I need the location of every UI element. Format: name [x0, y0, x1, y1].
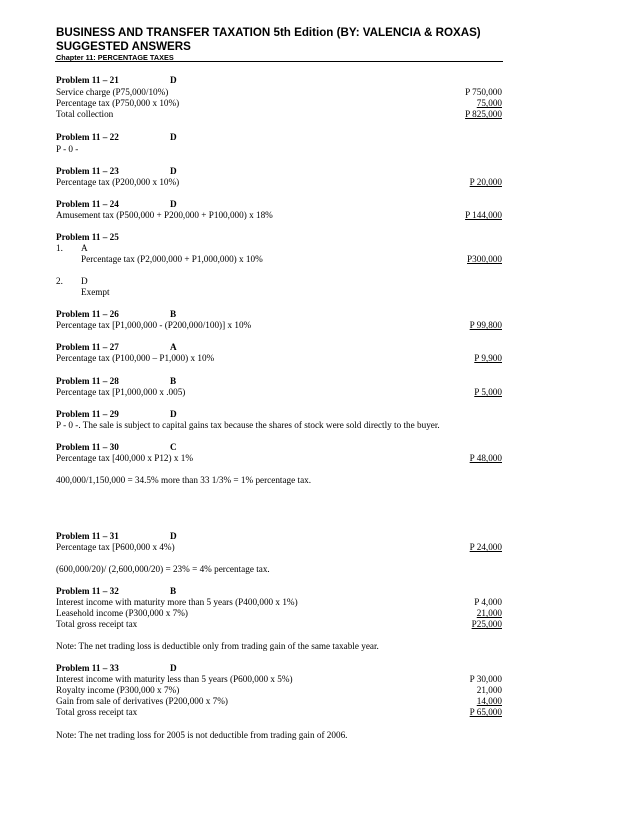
- problem-answer: D: [170, 531, 177, 541]
- problem-label: Problem 11 – 32: [56, 586, 119, 596]
- item-number: 1.: [56, 243, 63, 253]
- solution-line: Leasehold income (P300,000 x 7%): [56, 608, 188, 618]
- solution-line: Percentage tax [400,000 x P12) x 1%: [56, 453, 194, 463]
- problem-label: Problem 11 – 28: [56, 376, 119, 386]
- solution-total: P 65,000: [469, 707, 502, 717]
- chapter-heading: Chapter 11: PERCENTAGE TAXES: [56, 53, 174, 62]
- solution-line: Service charge (P75,000/10%): [56, 87, 169, 97]
- solution-line: P - 0 -: [56, 144, 79, 154]
- solution-line: Gain from sale of derivatives (P200,000 x 7%): [56, 696, 228, 706]
- solution-line: Interest income with maturity less than 5 years (P600,000 x 5%): [56, 674, 293, 684]
- item-number: 2.: [56, 276, 63, 286]
- problem-answer: B: [170, 309, 177, 319]
- solution-line: Percentage tax (P2,000,000 + P1,000,000) x 10%: [81, 254, 263, 264]
- solution-note: (600,000/20)/ (2,600,000/20) = 23% = 4% percentage tax.: [56, 564, 270, 574]
- solution-total: P 99,800: [469, 320, 502, 330]
- solution-note: Note: The net trading loss for 2005 is not deductible from trading gain of 2006.: [56, 730, 348, 740]
- problem-answer: C: [170, 442, 177, 452]
- solution-amount: P 750,000: [465, 87, 502, 97]
- solution-total: P300,000: [467, 254, 502, 264]
- document-title: BUSINESS AND TRANSFER TAXATION 5th Edition (BY: VALENCIA & ROXAS): [56, 26, 481, 39]
- solution-amount: 75,000: [476, 98, 502, 108]
- solution-line: Percentage tax (P200,000 x 10%): [56, 177, 180, 187]
- problem-label: Problem 11 – 26: [56, 309, 119, 319]
- solution-line: Total collection: [56, 109, 114, 119]
- solution-total: P 24,000: [469, 542, 502, 552]
- problem-answer: A: [170, 342, 177, 352]
- problem-answer: B: [170, 376, 177, 386]
- solution-line: Total gross receipt tax: [56, 707, 138, 717]
- solution-total: P 20,000: [469, 177, 502, 187]
- solution-total: P 5,000: [474, 387, 502, 397]
- solution-total: P 144,000: [465, 210, 502, 220]
- solution-amount: P 30,000: [469, 674, 502, 684]
- problem-label: Problem 11 – 29: [56, 409, 119, 419]
- solution-total: P25,000: [471, 619, 502, 629]
- header-rule: [55, 61, 503, 62]
- problem-answer: D: [170, 75, 177, 85]
- problem-answer: D: [170, 166, 177, 176]
- solution-note: 400,000/1,150,000 = 34.5% more than 33 1/3% = 1% percentage tax.: [56, 475, 312, 485]
- solution-total: P 48,000: [469, 453, 502, 463]
- solution-line: Total gross receipt tax: [56, 619, 138, 629]
- solution-line: Percentage tax [P1,000,000 x .005): [56, 387, 186, 397]
- problem-label: Problem 11 – 30: [56, 442, 119, 452]
- solution-line: Amusement tax (P500,000 + P200,000 + P100,000) x 18%: [56, 210, 273, 220]
- problem-answer: D: [81, 276, 88, 286]
- problem-label: Problem 11 – 21: [56, 75, 119, 85]
- problem-answer: B: [170, 586, 177, 596]
- solution-line: P - 0 -. The sale is subject to capital gains tax because the shares of stock were sold directly to the buyer.: [56, 420, 440, 430]
- solution-line: Royalty income (P300,000 x 7%): [56, 685, 180, 695]
- solution-amount: 21,000: [476, 608, 502, 618]
- solution-amount: 14,000: [476, 696, 502, 706]
- problem-label: Problem 11 – 23: [56, 166, 119, 176]
- problem-answer: A: [81, 243, 88, 253]
- solution-amount: 21,000: [476, 685, 502, 695]
- solution-line: Percentage tax (P750,000 x 10%): [56, 98, 180, 108]
- problem-answer: D: [170, 199, 177, 209]
- solution-line: Percentage tax [P1,000,000 - (P200,000/100)] x 10%: [56, 320, 252, 330]
- solution-line: Percentage tax [P600,000 x 4%): [56, 542, 175, 552]
- solution-line: Interest income with maturity more than 5 years (P400,000 x 1%): [56, 597, 298, 607]
- problem-label: Problem 11 – 22: [56, 132, 119, 142]
- problem-label: Problem 11 – 25: [56, 232, 119, 242]
- document-subtitle: SUGGESTED ANSWERS: [56, 40, 191, 53]
- problem-answer: D: [170, 663, 177, 673]
- problem-answer: D: [170, 409, 177, 419]
- solution-total: P 825,000: [465, 109, 502, 119]
- problem-label: Problem 11 – 24: [56, 199, 119, 209]
- solution-line: Exempt: [81, 287, 110, 297]
- problem-label: Problem 11 – 27: [56, 342, 119, 352]
- problem-answer: D: [170, 132, 177, 142]
- solution-total: P 9,900: [474, 353, 502, 363]
- solution-line: Percentage tax (P100,000 – P1,000) x 10%: [56, 353, 215, 363]
- problem-label: Problem 11 – 33: [56, 663, 119, 673]
- solution-amount: P 4,000: [474, 597, 502, 607]
- solution-note: Note: The net trading loss is deductible only from trading gain of the same taxable year.: [56, 641, 379, 651]
- problem-label: Problem 11 – 31: [56, 531, 119, 541]
